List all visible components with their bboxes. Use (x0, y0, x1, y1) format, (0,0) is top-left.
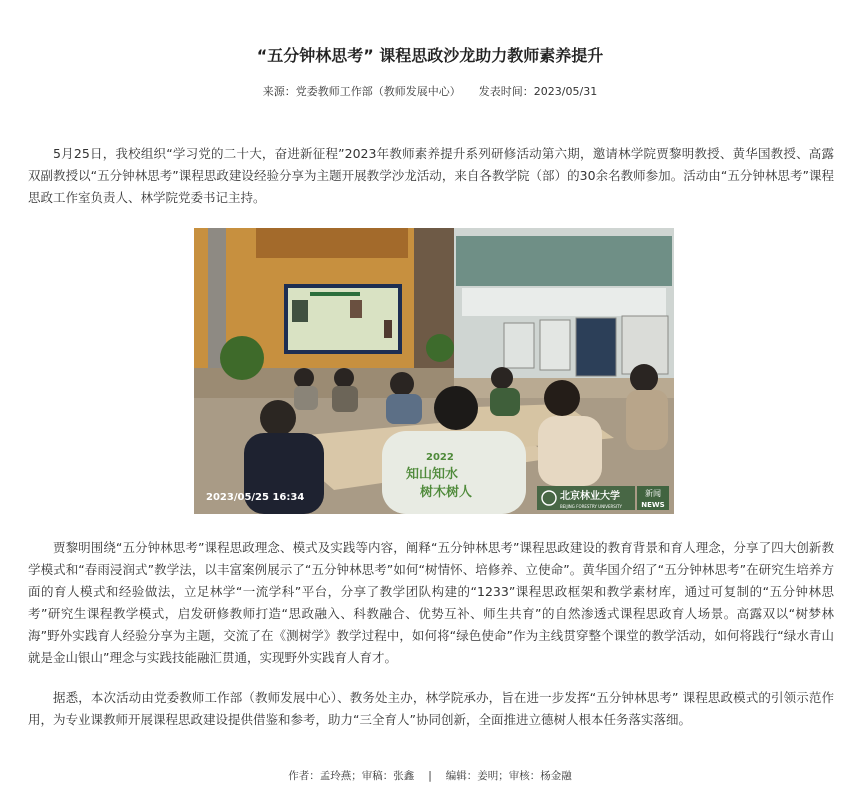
shirt-print-line-2: 树木树人 (420, 485, 473, 500)
paragraph-2: 贾黎明围绕“五分钟林思考”课程思政理念、模式及实践等内容，阐释“五分钟林思考”课程思政建设的教育背景和育人理念，分享了四大创新教学模式和“春雨浸润式”教学法，以丰富案例展示了“五分钟林思考”如何“树情怀、培修养、立使命”。黄华国介绍了“五分钟林思考”在研究生培养方面的育人模式和经验做法，立足林学“一流学科”平台，分享了教学团队构建的“1233”课程思政框架和教学素材库，通过可复制的“五分钟林思考”研究生课程教学模式，启发研修教师打造“思政融入、科教融合、优势互补、师生共育”的自然渗透式课程思政育人场景。高露双以“树梦林海”野外实践育人经验分享为主题，交流了在《测树学》教学过程中，如何将“绿色使命”作为主线贯穿整个课堂的教学活动，如何将践行“绿水青山就是金山银山”理念与实践技能融汇贯通，实现野外实践育人育才。 (28, 540, 834, 665)
article-meta (0, 84, 860, 100)
paragraph-3: 据悉，本次活动由党委教师工作部（教师发展中心）、教务处主办，林学院承办，旨在进一步发挥“五分钟林思考” 课程思政模式的引领示范作用，为专业课教师开展课程思政建设提供借鉴和参考，助力“三全育人”协同创新，全面推进立德树人根本任务落实落细。 (28, 690, 834, 727)
badge-top-text: 新闻 (645, 489, 661, 498)
source-label: 来源： (262, 85, 296, 98)
article-footer (0, 768, 860, 784)
page-title: “五分钟林思考” 课程思政沙龙助力教师素养提升 (256, 46, 604, 65)
logo-subtext: BEIJING FORESTRY UNIVERSITY (560, 504, 622, 509)
shirt-print-line-1: 知山知水 (406, 467, 459, 482)
author-credit: 作者：孟玲燕；审稿：张鑫 (288, 770, 415, 782)
footer-separator: | (428, 770, 432, 782)
publish-time-value: 2023/05/31 (533, 85, 598, 98)
shirt-print-year: 2022 (426, 452, 454, 463)
university-logo (537, 486, 635, 510)
source-value: 党委教师工作部（教师发展中心） (295, 85, 461, 98)
logo-text: 北京林业大学 (560, 491, 620, 502)
article-photo (194, 228, 674, 514)
badge-bottom-text: NEWS (641, 501, 665, 509)
publish-time-label: 发表时间： (478, 85, 534, 98)
photo-timestamp: 2023/05/25 16:34 (206, 492, 305, 503)
paragraph-1: 5月25日，我校组织“学习党的二十大，奋进新征程”2023年教师素养提升系列研修活动第六期，邀请林学院贾黎明教授、黄华国教授、高露双副教授以“五分钟林思考”课程思政建设经验分享为主题开展教学沙龙活动，来自各教学院（部）的30余名教师参加。活动由“五分钟林思考”课程思政工作室负责人、林学院党委书记主持。 (28, 146, 834, 205)
editor-credit: 编辑：姜明；审核：杨金融 (445, 770, 572, 782)
news-badge (637, 486, 669, 510)
